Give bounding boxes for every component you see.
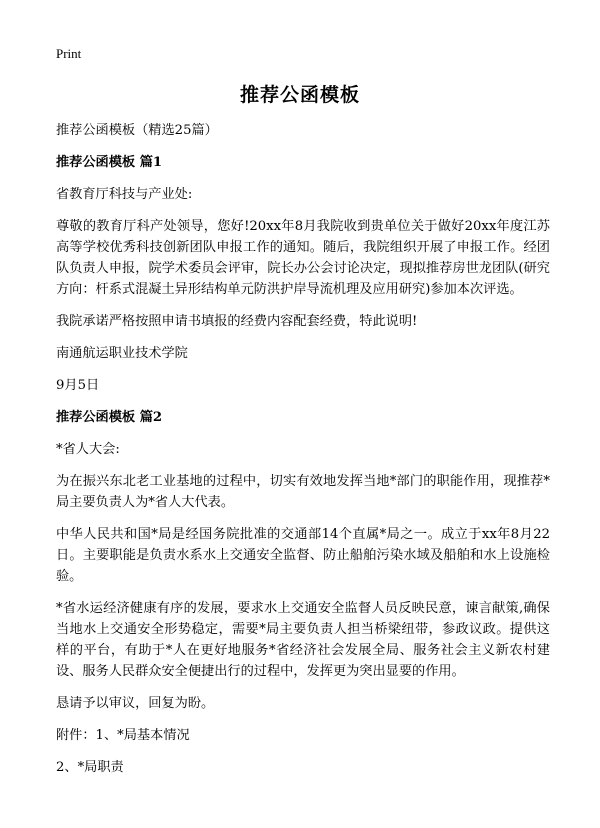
section2-paragraph-3: *省水运经济健康有序的发展，要求水上交通安全监督人员反映民意，谏言献策,确保当地水上交通安全形势稳定，需要*局主要负责人担当桥梁纽带，参政议政。提供这样的平台，有助于*人在更好地服务*省经济社会发展全局、服务社会主义新农村建设、服务人民群众安全便捷出行的过程中，发挥更为突出显要的作用。 <box>56 601 550 679</box>
section2-paragraph-2: 中华人民共和国*局是经国务院批准的交通部14个直属*局之一。成立于xx年8月22日。主要职能是负责水系水上交通安全监督、防止船舶污染水域及船舶和水上设施检验。 <box>56 527 550 584</box>
document-title: 推荐公函模板 <box>239 84 360 106</box>
section2-paragraph-1: 为在振兴东北老工业基地的过程中，切实有效地发挥当地*部门的职能作用，现推荐*局主要负责人为*省人大代表。 <box>56 474 550 510</box>
section2-recipient: *省人大会: <box>56 442 120 457</box>
section1-recipient: 省教育厅科技与产业处: <box>56 187 193 202</box>
section2-attachment-2: 2、*局职责 <box>56 760 124 775</box>
print-link[interactable]: Print <box>56 46 82 61</box>
section-heading-2: 推荐公函模板 篇2 <box>56 410 163 425</box>
document-body <box>56 120 550 789</box>
section2-attachment-1: 附件：1、*局基本情况 <box>56 728 190 743</box>
section2-paragraph-4: 恳请予以审议，回复为盼。 <box>56 696 215 711</box>
section1-date: 9月5日 <box>56 378 100 393</box>
section1-signature: 南通航运职业技术学院 <box>56 346 188 361</box>
section-heading-1: 推荐公函模板 篇1 <box>56 155 163 170</box>
section1-paragraph-1: 尊敬的教育厅科产处领导，您好!20xx年8月我院收到贵单位关于做好20xx年度江苏高等学校优秀科技创新团队申报工作的通知。随后，我院组织开展了申报工作。经团队负责人申报，院学术委员会评审，院长办公会讨论决定，现拟推荐房世龙团队(研究方向：杆系式混凝土异形结构单元防洪护岸导流机理及应用研究)参加本次评选。 <box>56 219 550 297</box>
section1-paragraph-2: 我院承诺严格按照申请书填报的经费内容配套经费，特此说明! <box>56 314 418 329</box>
document-subtitle: 推荐公函模板（精选25篇） <box>56 123 218 138</box>
